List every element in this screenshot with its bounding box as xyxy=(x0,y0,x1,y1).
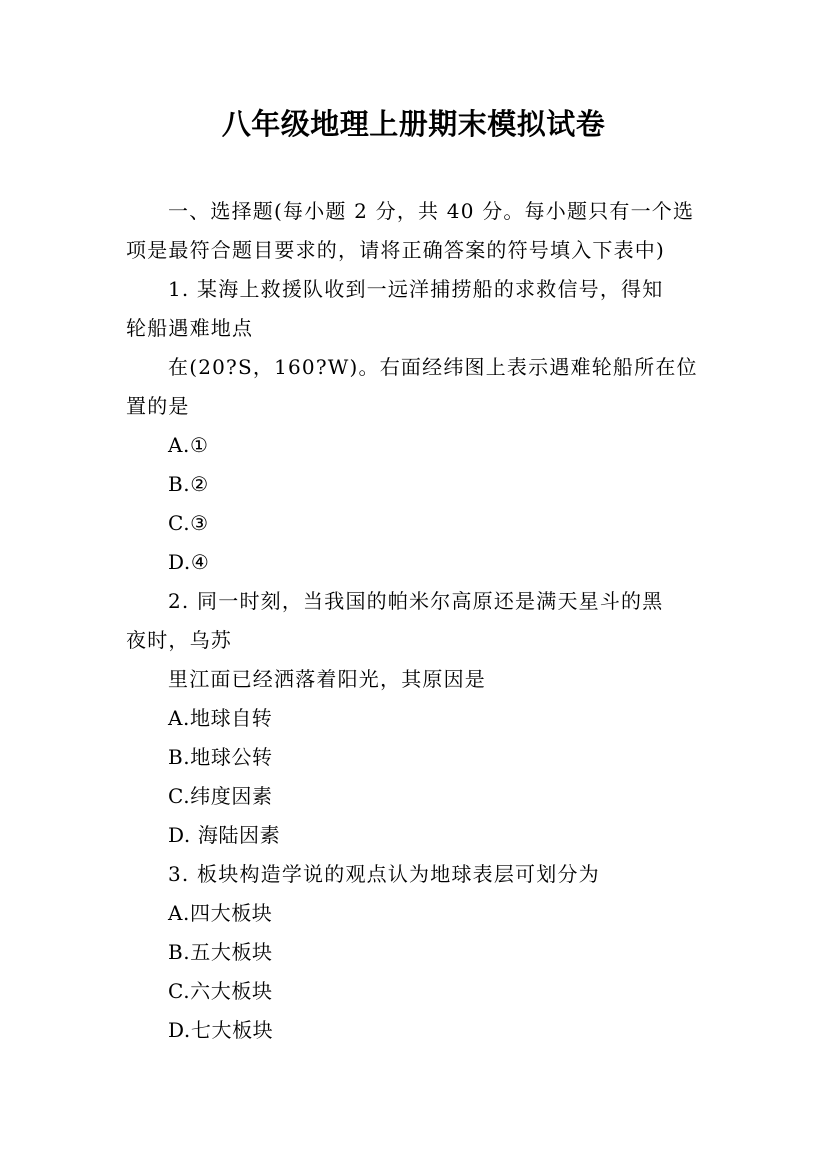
question-1-stem-line-1: 1. 某海上救援队收到一远洋捕捞船的求救信号，得知 xyxy=(168,277,664,301)
question-1-option-b: B.② xyxy=(168,472,209,496)
question-1-option-a: A.① xyxy=(168,433,209,457)
section-intro-line-2: 项是最符合题目要求的，请将正确答案的符号填入下表中) xyxy=(126,238,666,262)
question-2-stem-line-1: 2. 同一时刻，当我国的帕米尔高原还是满天星斗的黑 xyxy=(168,589,664,613)
question-2-option-b: B.地球公转 xyxy=(168,745,273,769)
question-2-option-c: C.纬度因素 xyxy=(168,784,273,808)
question-3-option-a: A.四大板块 xyxy=(168,901,273,925)
question-1-option-d: D.④ xyxy=(168,550,210,574)
question-2-option-d: D. 海陆因素 xyxy=(168,823,281,847)
question-2-stem-line-3: 里江面已经洒落着阳光，其原因是 xyxy=(168,667,486,691)
question-1-stem-line-2: 轮船遇难地点 xyxy=(126,316,254,340)
question-3-option-b: B.五大板块 xyxy=(168,940,273,964)
question-1-stem-line-4: 置的是 xyxy=(126,394,190,418)
page-title: 八年级地理上册期末模拟试卷 xyxy=(221,107,606,141)
question-1-option-c: C.③ xyxy=(168,511,209,535)
question-3-option-d: D.七大板块 xyxy=(168,1018,274,1042)
question-3-option-c: C.六大板块 xyxy=(168,979,273,1003)
question-2-stem-line-2: 夜时，乌苏 xyxy=(126,628,232,652)
question-1-stem-line-3: 在(20?S，160?W)。右面经纬图上表示遇难轮船所在位 xyxy=(168,355,698,379)
question-3-stem-line-1: 3. 板块构造学说的观点认为地球表层可划分为 xyxy=(168,862,600,886)
question-2-option-a: A.地球自转 xyxy=(168,706,273,730)
section-intro-line-1: 一、选择题(每小题 2 分，共 40 分。每小题只有一个选 xyxy=(168,199,695,223)
